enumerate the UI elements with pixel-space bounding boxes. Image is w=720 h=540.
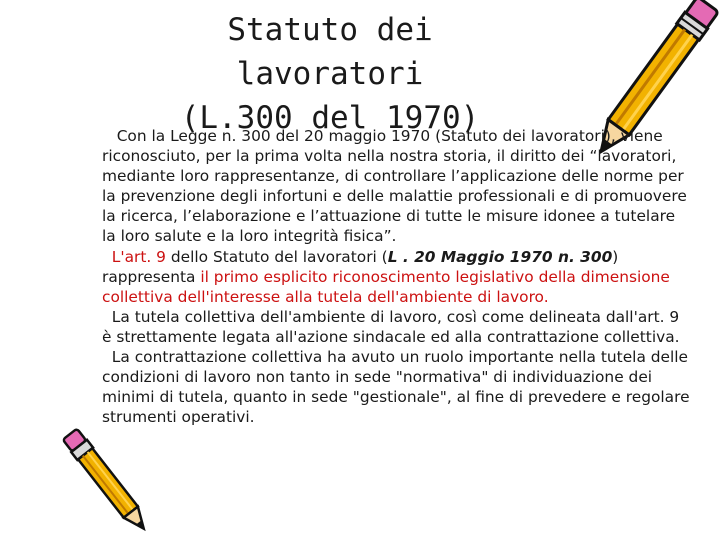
slide-body (102, 126, 692, 427)
paragraph-3 (102, 307, 692, 347)
title-line-1: Statuto dei lavoratori (227, 12, 433, 92)
paragraph-3-text: La tutela collettiva dell'ambiente di lavoro, così come delineata dall'art. 9 è strettamente legata all'azione sindacale ed alla contrattazione collettiva. (102, 307, 680, 346)
paragraph-4-text: La contrattazione collettiva ha avuto un ruolo importante nella tutela delle condizioni di lavoro non tanto in sede "normativa" di individuazione dei minimi di tutela, quanto in sede "gestionale", al fine di prevedere e regolare strumenti operativi. (102, 348, 690, 427)
paragraph-2 (102, 247, 692, 307)
paragraph-2-text-a: dello Statuto del lavoratori ( (165, 247, 388, 266)
pencil-icon (58, 426, 148, 540)
law-reference: L . 20 Maggio 1970 n. 300 (387, 247, 613, 266)
paragraph-4 (102, 347, 692, 427)
paragraph-1-text: Con la Legge n. 300 del 20 maggio 1970 (Statuto dei lavoratori), viene riconosciuto, per la prima volta nella nostra storia, il diritto dei “lavoratori, mediante loro rappresentanze, di controllare l’applicazione delle norme per la prevenzione degli infortuni e delle malattie professionali e di promuovere la ricerca, l’elaborazione e l’attuazione di tutte le misure idonee a tutelare la loro salute e la loro integrità fisica”. (102, 127, 687, 246)
slide-title (130, 8, 530, 140)
article-reference: L'art. 9 (111, 247, 166, 266)
paragraph-1 (102, 126, 692, 247)
paragraph-2-text-b: ) rappresenta (102, 247, 619, 286)
title-line-2: (L.300 del 1970) (180, 100, 480, 136)
highlighted-statement: il primo esplicito riconoscimento legislativo della dimensione collettiva dell'interesse alla tutela dell'ambiente di lavoro. (102, 267, 670, 306)
